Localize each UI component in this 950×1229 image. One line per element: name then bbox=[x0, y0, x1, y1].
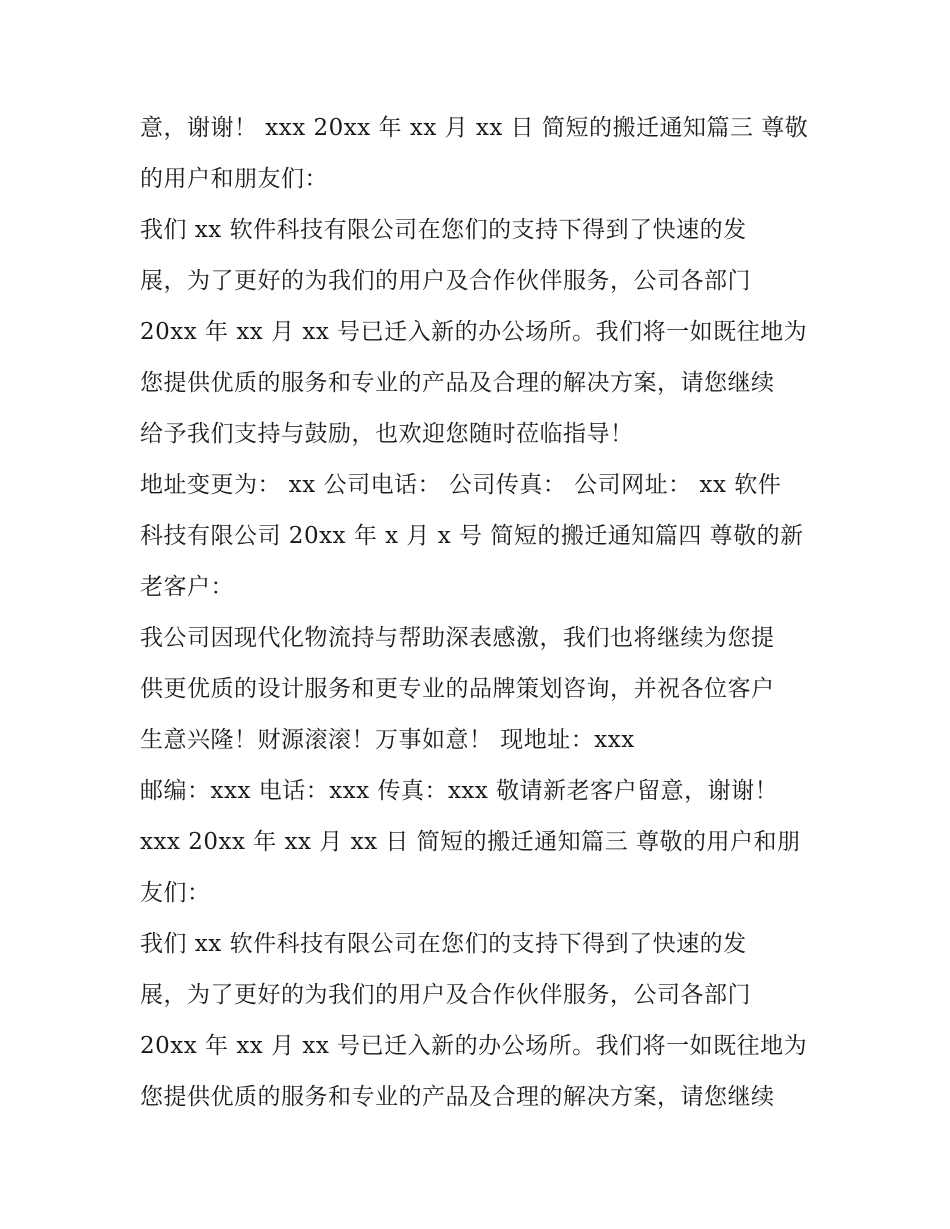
text-line: 展，为了更好的为我们的用户及合作伙伴服务，公司各部门 bbox=[140, 268, 751, 294]
text-line: 您提供优质的服务和专业的产品及合理的解决方案，请您继续 bbox=[140, 1084, 775, 1110]
text-line: 友们： bbox=[140, 880, 211, 906]
text-line: xxx 20xx 年 xx 月 xx 日 简短的搬迁通知篇三 尊敬的用户和朋 bbox=[140, 829, 801, 855]
text-line: 的用户和朋友们： bbox=[140, 166, 328, 192]
text-line: 意，谢谢！ xxx 20xx 年 xx 月 xx 日 简短的搬迁通知篇三 尊敬 bbox=[140, 115, 809, 141]
text-line: 20xx 年 xx 月 xx 号已迁入新的办公场所。我们将一如既往地为 bbox=[140, 1033, 808, 1059]
text-line: 供更优质的设计服务和更专业的品牌策划咨询，并祝各位客户 bbox=[140, 676, 775, 702]
text-line: 我们 xx 软件科技有限公司在您们的支持下得到了快速的发 bbox=[140, 217, 747, 243]
text-line: 我公司因现代化物流持与帮助深表感激，我们也将继续为您提 bbox=[140, 625, 775, 651]
text-line: 20xx 年 xx 月 xx 号已迁入新的办公场所。我们将一如既往地为 bbox=[140, 319, 808, 345]
text-line: 展，为了更好的为我们的用户及合作伙伴服务，公司各部门 bbox=[140, 982, 751, 1008]
text-line: 给予我们支持与鼓励，也欢迎您随时莅临指导！ bbox=[140, 421, 634, 447]
text-line: 地址变更为： xx 公司电话： 公司传真： 公司网址： xx 软件 bbox=[140, 472, 782, 498]
text-line: 生意兴隆！财源滚滚！万事如意！ 现地址：xxx bbox=[140, 727, 635, 753]
text-line: 您提供优质的服务和专业的产品及合理的解决方案，请您继续 bbox=[140, 370, 775, 396]
text-line: 邮编：xxx 电话：xxx 传真：xxx 敬请新老客户留意，谢谢！ bbox=[140, 778, 779, 804]
text-line: 我们 xx 软件科技有限公司在您们的支持下得到了快速的发 bbox=[140, 931, 747, 957]
text-line: 老客户： bbox=[140, 574, 234, 600]
text-line: 科技有限公司 20xx 年 x 月 x 号 简短的搬迁通知篇四 尊敬的新 bbox=[140, 523, 804, 549]
